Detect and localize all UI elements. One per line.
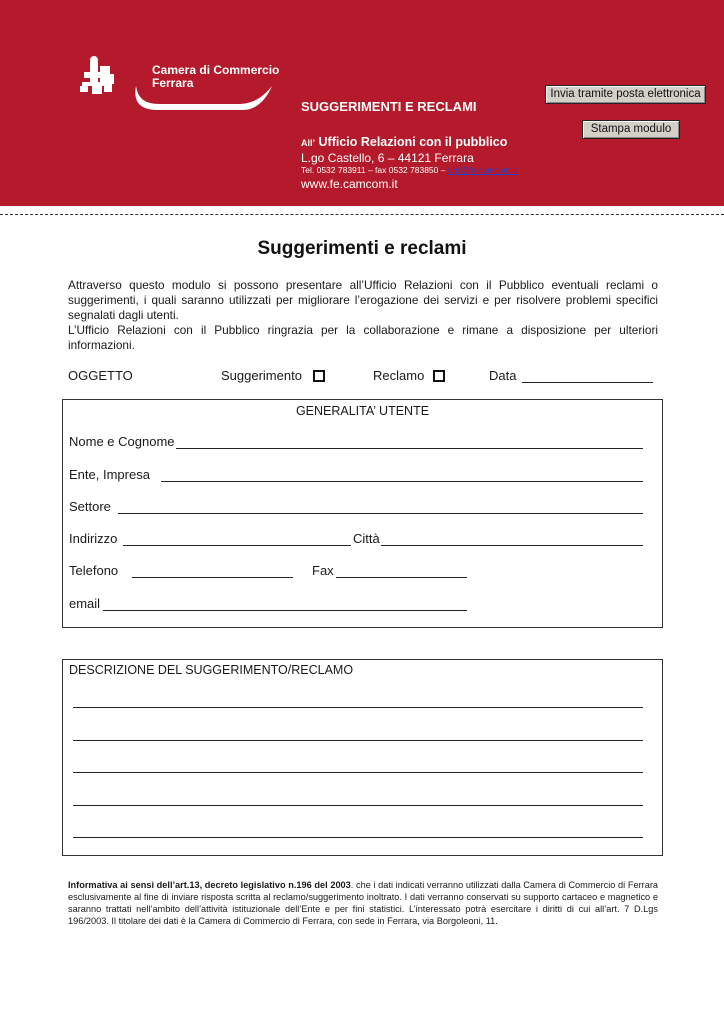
dashed-divider [0, 214, 724, 215]
email-label: email [69, 596, 101, 611]
descrizione-line[interactable] [73, 707, 643, 708]
settore-label: Settore [69, 499, 111, 514]
ente-field[interactable] [161, 481, 643, 482]
intro-paragraph-2: L’Ufficio Relazioni con il Pubblico ringrazia per la collaborazione e rimane a disposizione per ulteriori informazioni. [68, 323, 658, 352]
privacy-notice-text: . che i dati indicati verranno utilizzati dalla Camera di Commercio di Ferrara esclusivamente al fine di inviare risposta scritta al reclamo/suggerimento inoltrato. I dati verranno conservati su supporto cartaceo e magnetico e saranno trattati nell’ambito dell’attività istituzionale dell’Ente e per fini statistici. L’interessato potrà esercitare i diritti di cui all’art. 7 D.Lgs 196/2003. Il titolare dei dati è la Camera di Commercio di Ferrara, con sede in Ferrara, via Borgoleoni, 11. [68, 880, 658, 926]
website: www.fe.camcom.it [301, 177, 398, 191]
suggerimento-checkbox[interactable] [313, 370, 325, 382]
indirizzo-label: Indirizzo [69, 531, 118, 546]
office-contacts [301, 165, 517, 175]
nome-field[interactable] [176, 448, 643, 449]
intro-paragraph-1: Attraverso questo modulo si possono presentare all’Ufficio Relazioni con il Pubblico eventuali reclami o suggerimenti, i quali saranno utilizzati per migliorare l’erogazione dei servizi e per risolvere problemi specifici segnalati dagli utenti. [68, 278, 658, 322]
settore-field[interactable] [118, 513, 643, 514]
print-form-button[interactable]: Stampa modulo [582, 120, 680, 139]
email-link[interactable]: urp@fe.camcom.it [447, 165, 517, 175]
descrizione-line[interactable] [73, 837, 643, 838]
office-prefix: All’ [301, 138, 316, 148]
privacy-notice-heading: Informativa ai sensi dell’art.13, decreto legislativo n.196 del 2003 [68, 880, 351, 890]
telefono-label: Telefono [69, 563, 119, 578]
fax-field[interactable] [336, 577, 467, 578]
privacy-notice [68, 879, 658, 927]
office-address: L.go Castello, 6 – 44121 Ferrara [301, 151, 474, 165]
reclamo-label: Reclamo [373, 368, 425, 383]
generalita-title: GENERALITA’ UTENTE [295, 404, 430, 418]
office-name [301, 135, 507, 149]
telefono-field[interactable] [132, 577, 293, 578]
oggetto-row [68, 368, 668, 386]
page-title: Suggerimenti e reclami [257, 238, 467, 259]
header-title: SUGGERIMENTI E RECLAMI [301, 99, 477, 114]
citta-label: Città [353, 531, 380, 546]
reclamo-checkbox[interactable] [433, 370, 445, 382]
office-name-text: Ufficio Relazioni con il pubblico [318, 135, 508, 149]
logo-text: Camera di Commercio Ferrara [152, 63, 280, 90]
send-email-button[interactable]: Invia tramite posta elettronica [545, 85, 706, 104]
descrizione-line[interactable] [73, 740, 643, 741]
intro-text [68, 278, 658, 353]
nome-label: Nome e Cognome [69, 434, 175, 449]
generalita-section [62, 399, 663, 628]
descrizione-section [62, 659, 663, 856]
citta-field[interactable] [381, 545, 643, 546]
data-field[interactable] [522, 369, 653, 383]
suggerimento-label: Suggerimento [221, 368, 302, 383]
tel-fax: Tel. 0532 783911 – fax 0532 783850 – [301, 165, 446, 175]
descrizione-title: DESCRIZIONE DEL SUGGERIMENTO/RECLAMO [69, 663, 354, 677]
descrizione-line[interactable] [73, 805, 643, 806]
oggetto-label: OGGETTO [68, 368, 133, 383]
fax-label: Fax [312, 563, 334, 578]
data-label: Data [489, 368, 517, 383]
ente-label: Ente, Impresa [69, 467, 150, 482]
email-field[interactable] [103, 610, 467, 611]
header-banner [0, 0, 724, 206]
indirizzo-field[interactable] [123, 545, 351, 546]
descrizione-line[interactable] [73, 772, 643, 773]
